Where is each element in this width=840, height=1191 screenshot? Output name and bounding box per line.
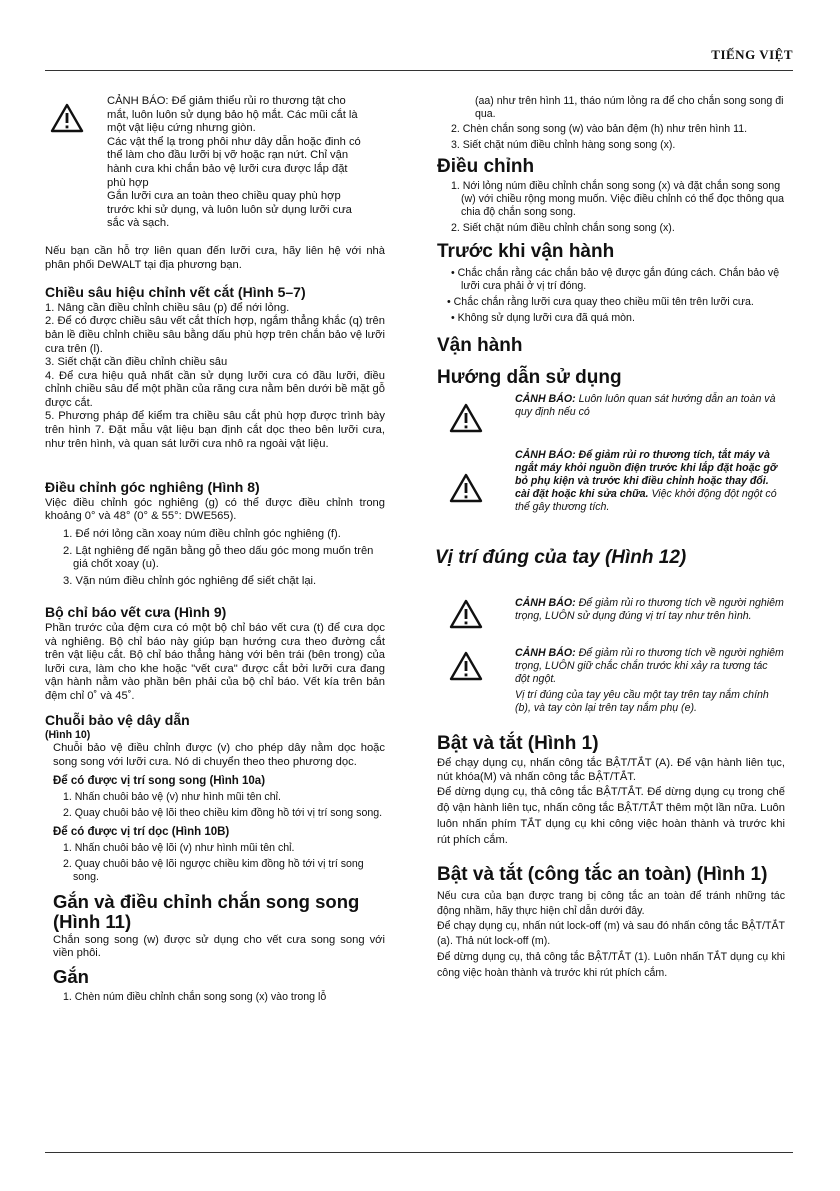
warning-text: Để giảm rủi ro thương tích về người nghiêm trọng, LUÔN sử dụng đúng vị trí tay như trên hình. [515, 597, 784, 622]
safety-paragraph: Để chạy dụng cụ, nhấn nút lock-off (m) và sau đó nhấn công tắc BẬT/TẮT (a). Thả nút lock-off (m). [437, 920, 785, 948]
bevel-intro: Việc điều chỉnh góc nghiêng (g) có thể được điều chỉnh trong khoảng 0° và 48° (0° & 55°: DWE565). [45, 496, 385, 523]
accessory-warning [437, 449, 785, 529]
bevel-step: 3. Vặn núm điều chỉnh góc nghiêng để siết chặt lại. [63, 574, 317, 587]
safety-switch-heading: Bật và tắt (công tắc an toàn) (Hình 1) [437, 864, 768, 886]
parallel-step: 2. Quay chuôi bảo vệ lõi theo chiều kim đồng hồ tới vị trí song song. [63, 806, 383, 819]
longitudinal-step: 1. Nhấn chuôi bảo vệ lõi (v) như hình mũi tên chỉ. [63, 841, 295, 854]
chain-figure-ref: (Hình 10) [45, 729, 91, 742]
blade-warning [45, 95, 385, 231]
grip-warning [437, 647, 785, 715]
warning-line: Gắn lưỡi cưa an toàn theo chiều quay phù hợp [107, 190, 341, 203]
warning-triangle-icon [449, 403, 483, 433]
warning-line: một vật liệu cứng nhưng giòn. [107, 122, 256, 135]
fence-heading: Gắn và điều chỉnh chắn song song (Hình 11) [53, 890, 360, 932]
depth-step: 1. Nâng cần điều chỉnh chiều sâu (p) để nới lỏng. [45, 301, 290, 314]
kerf-heading: Bộ chỉ báo vết cưa (Hình 9) [45, 604, 227, 621]
warning-line: mắt, luôn luôn sử dụng bảo hộ mắt. Các mũi cắt là [107, 108, 358, 121]
attach-step: 1. Chèn núm điều chỉnh chắn song song (x) vào trong lỗ [63, 990, 327, 1003]
attach-heading: Gắn [53, 965, 89, 987]
left-column [45, 95, 385, 1007]
fence-paragraph: Chắn song song (w) được sử dụng cho vết cưa song song với viền phôi. [53, 933, 385, 960]
bevel-step: 2. Lật nghiêng đế ngăn bằng gỗ theo dấu góc mong muốn trên giá chốt xoay (u). [63, 544, 374, 571]
bevel-heading: Điều chỉnh góc nghiêng (Hình 8) [45, 479, 260, 496]
depth-step: 4. Để cưa hiệu quả nhất cần sử dụng lưỡi cưa có đầu lưỡi, điều chỉnh chiều sâu để một phần của răng cưa nằm bên dưới bề mặt gỗ được cắt. [45, 369, 385, 409]
hand-position-heading: Vị trí đúng của tay (Hình 12) [435, 547, 687, 568]
adjust-heading: Điều chỉnh [437, 156, 535, 177]
parallel-step: 1. Nhấn chuôi bảo vệ (v) như hình mũi tên chỉ. [63, 790, 281, 803]
hand-warning [437, 597, 785, 637]
before-item-text: Không sử dụng lưỡi cưa đã quá mòn. [457, 312, 635, 324]
attach-step: 2. Chèn chắn song song (w) vào bản đệm (h) như trên hình 11. [451, 123, 748, 135]
parallel-heading: Để có được vị trí song song (Hình 10a) [53, 775, 266, 788]
attach-step: 3. Siết chặt núm điều chỉnh hàng song song (x). [451, 139, 676, 151]
usage-warning [437, 393, 785, 433]
longitudinal-heading: Để có được vị trí dọc (Hình 10B) [53, 825, 230, 838]
warning-line: Các vật thể lạ trong phôi như dây dẫn hoặc đinh có [107, 135, 361, 148]
usage-heading: Hướng dẫn sử dụng [437, 367, 622, 388]
before-item: • Không sử dụng lưỡi cưa đã quá mòn. [451, 312, 635, 324]
safety-paragraph: Nếu cưa của bạn được trang bị công tắc an toàn để tránh những tác động nhầm, hãy thực hiện chỉ dẫn dưới đây. [437, 890, 785, 918]
warning-triangle-icon [449, 651, 483, 681]
on-off-paragraph: Để chạy dụng cụ, nhấn công tắc BẬT/TẮT (A). Để vận hành liên tục, nút khóa(M) và nhấn công tắc BẬT/TẮT. [437, 757, 785, 783]
depth-step: 5. Phương pháp để kiểm tra chiều sâu cắt phù hợp được trình bày trên hình 7. Đặt mẫu vật liệu bạn định cắt dọc theo bên lưỡi cưa, như trên hình, và quan sát lưỡi cưa nhô ra ngoài vật liệu. [45, 410, 385, 450]
chain-heading: Chuỗi bảo vệ dây dẫn [45, 711, 190, 728]
warning-line: thể làm cho đầu lưỡi bị vỡ hoặc rạn nứt. Chỉ vận [107, 149, 349, 162]
warning-text: Việc khởi động đột ngột có thể gây thương tích. [515, 488, 777, 513]
attach-continued: (aa) như trên hình 11, tháo núm lỏng ra để cho chắn song song đi qua. [475, 95, 784, 120]
before-item-text: Chắc chắn rằng lưỡi cưa quay theo chiều mũi tên trên lưỡi cưa. [453, 296, 754, 308]
chain-paragraph: Chuỗi bảo vệ điều chỉnh được (v) cho phép dây nằm dọc hoặc song song với lưỡi cưa. Nó di chuyển theo theo phương dọc. [53, 742, 385, 768]
on-off-heading: Bật và tắt (Hình 1) [437, 733, 599, 754]
warning-label: CẢNH BÁO: [515, 647, 576, 659]
kerf-paragraph: Phần trước của đệm cưa có một bộ chỉ báo vết cưa (t) để cưa dọc và nghiêng. Bộ chỉ báo này giúp bạn hướng cưa theo đường cắt trên vật liệu cắt. Bộ chỉ báo thẳng hàng với bên trái (bên trong) của lưỡi cưa, làm cho khe hoặc "vết cưa" được cắt bởi lưỡi cưa đang vận hành nằm vào phần bên phải của bộ chỉ báo. Vết kía trên bản đệm chỉ 0˚ và 45˚. [45, 622, 385, 702]
adjust-step: 2. Siết chặt núm điều chỉnh chắn song song (x). [451, 222, 675, 234]
warning-triangle-icon [449, 473, 483, 503]
before-operation-heading: Trước khi vận hành [437, 241, 615, 262]
before-item: • Chắc chắn rằng lưỡi cưa quay theo chiều mũi tên trên lưỡi cưa. [447, 296, 754, 308]
before-item: • Chắc chắn rằng các chắn bảo vệ được gắn đúng cách. Chắn bảo vệ lưỡi cưa phải ở vị trí đóng. [451, 267, 780, 292]
longitudinal-step: 2. Quay chuôi bảo vệ lõi ngược chiều kim đồng hồ tới vị trí song song. [63, 857, 364, 883]
warning-label: CẢNH BÁO: [515, 393, 576, 405]
warning-triangle-icon [449, 599, 483, 629]
warning-text: Luôn luôn quan sát hướng dẫn an toàn và quy định nếu có [515, 393, 776, 418]
warning-triangle-icon [50, 103, 84, 133]
depth-heading: Chiều sâu hiệu chỉnh vết cắt (Hình 5–7) [45, 284, 306, 301]
bevel-step: 1. Để nới lỏng cần xoay núm điều chỉnh góc nghiêng (f). [63, 528, 341, 541]
warning-line: phù hợp [107, 176, 149, 189]
warning-line: sắc và sạch. [107, 217, 170, 230]
support-paragraph: Nếu bạn cần hỗ trợ liên quan đến lưỡi cưa, hãy liên hệ với nhà phân phối DeWALT tại địa phương bạn. [45, 244, 385, 271]
top-divider [45, 70, 793, 71]
warning-text-bold: cài đặt hoặc khi sửa chữa. [515, 488, 649, 500]
warning-line: CẢNH BÁO: Để giảm thiểu rủi ro thương tật cho [107, 95, 346, 107]
on-off-paragraph: Để dừng dụng cụ, thả công tắc BẬT/TẮT. Để dừng dụng cụ trong chế độ vận hành liên tục, nhấn công tắc BẬT/TẮT thêm một lần nữa. Luôn luôn nhấn phím TẮT dụng cụ khi công việc hoàn thành và trước khi rút phích cắm. [437, 786, 785, 847]
page-language-header: TIẾNG VIỆT [711, 47, 793, 62]
warning-label: CẢNH BÁO: [515, 597, 576, 609]
safety-paragraph: Để dừng dụng cụ, thả công tắc BẬT/TẮT (1). Luôn nhấn TẮT dụng cụ khi công việc hoàn thành và trước khi rút phích cắm. [437, 951, 785, 980]
before-item-text: Chắc chắn rằng các chắn bảo vệ được gắn đúng cách. Chắn bảo vệ lưỡi cưa phải ở vị trí đóng. [457, 267, 780, 292]
depth-step: 2. Để có được chiều sâu vết cắt thích hợp, ngắm thẳng khắc (q) trên bản lề điều chỉnh chiều sâu bằng dấu phù hợp trên chắn bảo vệ lưỡi cưa trên (l). [45, 315, 385, 355]
warning-text: Để giảm rủi ro thương tích về người nghiêm trọng, LUÔN giữ chắc chắn trước khi xảy ra tương tác đột ngột. [515, 647, 784, 685]
warning-line: hành cưa khi chắn bảo vệ lưỡi cưa được lắp đặt [107, 162, 348, 175]
adjust-step: 1. Nới lỏng núm điều chỉnh chắn song song (x) và đặt chắn song song (w) với chiều rộng mong muốn. Việc điều chỉnh có thể đọc thông qua chia độ chắn song song. [451, 180, 784, 218]
bottom-divider [45, 1152, 793, 1153]
warning-line: trước khi sử dụng, và luôn luôn sử dụng lưỡi cưa [107, 203, 352, 216]
right-column [437, 95, 785, 981]
operation-heading: Vận hành [437, 335, 523, 356]
depth-step: 3. Siết chặt cần điều chỉnh chiều sâu [45, 356, 228, 369]
hand-position-note: Vị trí đúng của tay yêu cầu một tay trên tay nắm chính (b), và tay còn lại trên tay nắm phụ (e). [515, 689, 769, 714]
warning-text-bold: CẢNH BÁO: Để giảm rủi ro thương tích, tắt máy và ngắt máy khỏi nguồn điện trước khi lắp đặt hoặc gỡ bỏ phụ kiện và trước khi điều chỉnh hoặc thay đổi. [515, 449, 777, 487]
